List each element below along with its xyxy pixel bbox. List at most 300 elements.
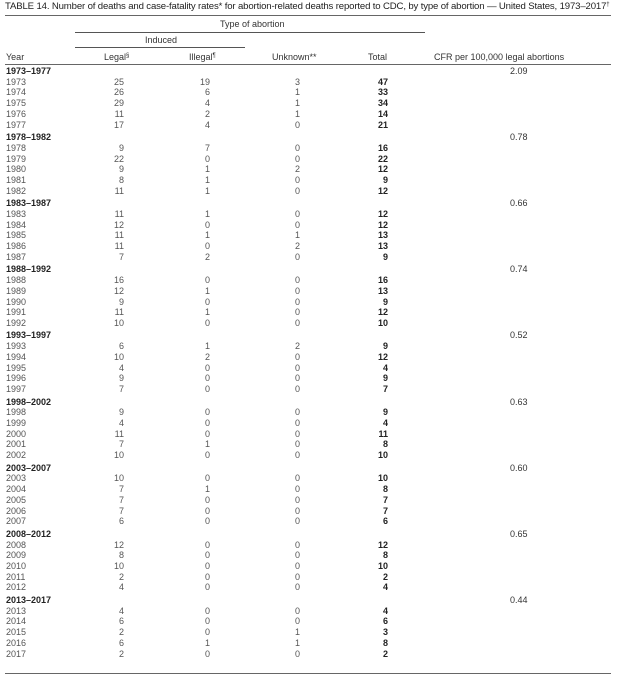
legal-cell: 22: [113, 153, 124, 164]
illegal-cell: 0: [204, 648, 210, 659]
table-row: [0, 175, 640, 186]
period-row: [0, 463, 640, 474]
total-cell: 22: [377, 153, 388, 164]
illegal-cell: 2: [204, 251, 210, 262]
illegal-cell: 0: [204, 550, 210, 561]
table-row: [0, 352, 640, 363]
cfr-value: 0.63: [510, 396, 528, 407]
total-cell: 13: [377, 230, 388, 241]
period-row: [0, 397, 640, 408]
table-row: [0, 439, 640, 450]
total-cell: 47: [377, 76, 388, 87]
table-row: [0, 98, 640, 109]
table-row: [0, 307, 640, 318]
year-cell: 1997: [6, 384, 27, 395]
year-cell: 1988: [6, 275, 27, 286]
illegal-cell: 1: [204, 637, 210, 648]
year-cell: 2001: [6, 439, 27, 450]
legal-cell: 10: [113, 317, 124, 328]
table-row: [0, 252, 640, 263]
illegal-footnote-marker: ¶: [212, 53, 216, 59]
illegal-cell: 0: [204, 241, 210, 252]
header-unknown: Unknown**: [272, 52, 317, 62]
year-cell: 1993: [6, 341, 27, 352]
unknown-cell: 1: [294, 87, 300, 98]
year-cell: 2002: [6, 450, 27, 461]
year-cell: 1990: [6, 296, 27, 307]
total-cell: 21: [377, 119, 388, 130]
illegal-cell: 0: [204, 428, 210, 439]
illegal-cell: 0: [204, 153, 210, 164]
total-cell: 6: [382, 516, 388, 527]
year-cell: 1984: [6, 219, 27, 230]
year-cell: 1998: [6, 407, 27, 418]
table-title: [5, 1, 609, 12]
unknown-cell: 0: [294, 561, 300, 571]
header-total: Total: [368, 52, 388, 62]
table-row: [0, 87, 640, 98]
illegal-cell: 2: [204, 108, 210, 119]
unknown-cell: 0: [294, 142, 300, 153]
table-row: [0, 495, 640, 506]
table-row: [0, 363, 640, 374]
table-row: [0, 241, 640, 252]
legal-cell: 12: [113, 219, 124, 230]
unknown-cell: 0: [294, 516, 300, 527]
period-label: 1978–1982: [6, 132, 52, 143]
unknown-cell: 0: [294, 317, 300, 328]
year-cell: 1981: [6, 175, 27, 185]
year-cell: 2003: [6, 473, 27, 484]
table-row: [0, 606, 640, 617]
legal-cell: 10: [113, 450, 124, 461]
unknown-cell: 0: [294, 384, 300, 395]
year-cell: 2005: [6, 494, 27, 505]
legal-cell: 9: [118, 407, 124, 418]
total-cell: 7: [382, 505, 388, 516]
cfr-value: 0.44: [510, 594, 528, 605]
legal-cell: 16: [113, 275, 124, 286]
table-row: [0, 220, 640, 231]
year-cell: 1982: [6, 185, 27, 196]
year-cell: 1985: [6, 230, 27, 241]
illegal-cell: 2: [204, 351, 210, 362]
year-cell: 2016: [6, 637, 27, 648]
illegal-cell: 0: [204, 373, 210, 384]
legal-cell: 4: [118, 362, 124, 373]
illegal-cell: 0: [204, 296, 210, 307]
legal-cell: 10: [113, 473, 124, 484]
year-cell: 1986: [6, 241, 27, 252]
total-cell: 10: [377, 317, 388, 328]
legal-cell: 6: [118, 341, 124, 352]
illegal-cell: 0: [204, 450, 210, 461]
total-cell: 4: [382, 362, 388, 373]
unknown-cell: 2: [294, 341, 300, 352]
year-cell: 1987: [6, 251, 27, 262]
cfr-value: 0.65: [510, 528, 528, 539]
illegal-cell: 0: [204, 494, 210, 505]
unknown-cell: 0: [294, 473, 300, 484]
cfr-value: 2.09: [510, 66, 528, 76]
period-label: 1993–1997: [6, 330, 52, 341]
table-row: [0, 297, 640, 308]
legal-cell: 11: [114, 241, 124, 252]
total-cell: 4: [382, 582, 388, 593]
illegal-cell: 1: [204, 341, 210, 352]
total-cell: 12: [377, 539, 388, 550]
legal-cell: 7: [118, 505, 124, 516]
induced-rule: [75, 47, 245, 48]
period-label: 1998–2002: [6, 396, 52, 407]
legal-cell: 2: [118, 648, 124, 659]
year-cell: 2006: [6, 505, 27, 516]
unknown-cell: 0: [294, 185, 300, 196]
illegal-cell: 0: [204, 582, 210, 593]
table-row: [0, 484, 640, 495]
illegal-cell: 0: [204, 317, 210, 328]
total-cell: 33: [377, 87, 388, 98]
year-cell: 1980: [6, 164, 27, 175]
total-cell: 8: [382, 637, 388, 648]
year-cell: 1978: [6, 142, 27, 153]
legal-cell: 2: [118, 571, 124, 582]
total-cell: 11: [378, 428, 388, 439]
unknown-cell: 0: [294, 505, 300, 516]
table-row: [0, 450, 640, 461]
illegal-cell: 0: [204, 275, 210, 286]
header-illegal: [189, 52, 216, 62]
total-cell: 4: [382, 418, 388, 429]
unknown-cell: 0: [294, 407, 300, 418]
total-cell: 9: [382, 341, 388, 352]
unknown-cell: 0: [294, 373, 300, 384]
illegal-cell: 1: [204, 439, 210, 450]
unknown-cell: 1: [294, 230, 300, 241]
period-row: [0, 330, 640, 341]
illegal-cell: 0: [204, 505, 210, 516]
unknown-cell: 0: [294, 275, 300, 286]
year-cell: 2012: [6, 582, 27, 593]
table-row: [0, 120, 640, 131]
table-row: [0, 384, 640, 395]
total-cell: 3: [382, 627, 388, 638]
unknown-cell: 0: [294, 208, 300, 219]
period-label: 2013–2017: [6, 594, 52, 605]
unknown-cell: 1: [294, 98, 300, 109]
legal-cell: 26: [113, 87, 124, 98]
cfr-value: 0.74: [510, 264, 528, 275]
legal-cell: 7: [118, 251, 124, 262]
total-cell: 16: [377, 275, 388, 286]
illegal-cell: 0: [204, 571, 210, 582]
total-cell: 34: [377, 98, 388, 109]
table-row: [0, 154, 640, 165]
period-label: 2003–2007: [6, 462, 52, 473]
illegal-cell: 0: [204, 418, 210, 429]
period-label: 2008–2012: [6, 528, 52, 539]
unknown-cell: 0: [294, 428, 300, 439]
period-row: [0, 264, 640, 275]
total-cell: 13: [377, 285, 388, 296]
total-cell: 8: [382, 439, 388, 450]
year-cell: 1994: [6, 351, 27, 362]
legal-cell: 4: [118, 582, 124, 593]
illegal-cell: 1: [204, 285, 210, 296]
table-row: [0, 540, 640, 551]
unknown-cell: 0: [294, 296, 300, 307]
table-row: [0, 516, 640, 527]
year-cell: 2013: [6, 605, 27, 616]
header-type-of-abortion: Type of abortion: [220, 19, 285, 29]
legal-cell: 9: [118, 296, 124, 307]
legal-cell: 11: [114, 428, 124, 439]
unknown-cell: 0: [294, 219, 300, 230]
total-cell: 12: [377, 351, 388, 362]
illegal-cell: 4: [204, 98, 210, 109]
total-cell: 8: [382, 550, 388, 561]
year-cell: 1976: [6, 108, 27, 119]
unknown-cell: 0: [294, 550, 300, 561]
year-cell: 1992: [6, 317, 27, 328]
illegal-cell: 0: [204, 561, 210, 571]
table-row: [0, 429, 640, 440]
unknown-cell: 0: [294, 351, 300, 362]
year-cell: 1977: [6, 119, 27, 130]
total-cell: 2: [382, 648, 388, 659]
cfr-value: 0.52: [510, 330, 528, 341]
unknown-cell: 0: [294, 571, 300, 582]
legal-cell: 2: [118, 627, 124, 638]
table-row: [0, 638, 640, 649]
table-row: [0, 373, 640, 384]
unknown-cell: 0: [294, 494, 300, 505]
legal-cell: 12: [113, 285, 124, 296]
table-row: [0, 418, 640, 429]
year-cell: 1979: [6, 153, 27, 164]
table-title-text: TABLE 14. Number of deaths and case-fatality rates* for abortion-related deaths reported to CDC, by type of abortion — United States, 1973–2017: [5, 1, 607, 12]
table-row: [0, 561, 640, 572]
illegal-cell: 19: [199, 76, 210, 87]
illegal-cell: 0: [204, 516, 210, 527]
cfr-value: 0.66: [510, 198, 528, 209]
year-cell: 1983: [6, 208, 27, 219]
period-row: [0, 529, 640, 540]
illegal-cell: 4: [204, 119, 210, 130]
total-cell: 12: [377, 208, 388, 219]
unknown-cell: 1: [294, 108, 300, 119]
header-rule: [5, 64, 611, 65]
unknown-cell: 0: [294, 439, 300, 450]
total-cell: 9: [382, 407, 388, 418]
legal-cell: 6: [118, 516, 124, 527]
illegal-cell: 1: [204, 185, 210, 196]
year-cell: 2008: [6, 539, 27, 550]
year-cell: 2007: [6, 516, 27, 527]
legal-cell: 9: [118, 373, 124, 384]
total-cell: 10: [377, 473, 388, 484]
illegal-cell: 1: [204, 208, 210, 219]
illegal-cell: 0: [204, 384, 210, 395]
unknown-cell: 2: [294, 164, 300, 175]
header-induced: Induced: [145, 35, 178, 45]
year-cell: 1995: [6, 362, 27, 373]
illegal-cell: 0: [204, 362, 210, 373]
type-of-abortion-rule: [75, 32, 425, 33]
table-row: [0, 649, 640, 660]
year-cell: 2000: [6, 428, 27, 439]
total-cell: 2: [382, 571, 388, 582]
legal-cell: 11: [114, 307, 124, 318]
legal-cell: 4: [118, 418, 124, 429]
header-legal: [104, 52, 129, 62]
period-row: [0, 66, 640, 77]
legal-cell: 7: [118, 484, 124, 495]
unknown-cell: 0: [294, 362, 300, 373]
legal-cell: 6: [118, 637, 124, 648]
illegal-cell: 1: [204, 164, 210, 175]
illegal-cell: 1: [204, 484, 210, 495]
header-legal-text: Legal: [104, 52, 127, 62]
total-cell: 10: [377, 561, 388, 571]
legal-cell: 11: [114, 230, 124, 241]
legal-cell: 9: [118, 142, 124, 153]
legal-cell: 7: [118, 384, 124, 395]
table-row: [0, 473, 640, 484]
illegal-cell: 0: [204, 616, 210, 627]
legal-cell: 25: [113, 76, 124, 87]
period-label: 1973–1977: [6, 66, 52, 76]
illegal-cell: 0: [204, 219, 210, 230]
illegal-cell: 1: [204, 175, 210, 185]
year-cell: 2015: [6, 627, 27, 638]
year-cell: 2014: [6, 616, 27, 627]
unknown-cell: 0: [294, 605, 300, 616]
illegal-cell: 0: [204, 407, 210, 418]
period-label: 1983–1987: [6, 198, 52, 209]
legal-cell: 7: [118, 439, 124, 450]
legal-cell: 29: [113, 98, 124, 109]
total-cell: 16: [377, 142, 388, 153]
table-row: [0, 407, 640, 418]
table-row: [0, 77, 640, 88]
period-row: [0, 132, 640, 143]
total-cell: 10: [377, 450, 388, 461]
table-row: [0, 109, 640, 120]
total-cell: 9: [382, 296, 388, 307]
table-row: [0, 616, 640, 627]
table-row: [0, 550, 640, 561]
unknown-cell: 0: [294, 484, 300, 495]
legal-cell: 10: [113, 351, 124, 362]
unknown-cell: 0: [294, 153, 300, 164]
illegal-cell: 7: [204, 142, 210, 153]
year-cell: 2011: [6, 571, 26, 582]
year-cell: 1974: [6, 87, 27, 98]
illegal-cell: 0: [204, 605, 210, 616]
table-row: [0, 275, 640, 286]
legal-cell: 11: [114, 208, 124, 219]
total-cell: 9: [382, 175, 388, 185]
illegal-cell: 0: [204, 539, 210, 550]
title-rule: [5, 15, 611, 16]
total-cell: 13: [377, 241, 388, 252]
year-cell: 1975: [6, 98, 27, 109]
table-row: [0, 209, 640, 220]
cfr-value: 0.60: [510, 462, 528, 473]
illegal-cell: 1: [204, 307, 210, 318]
legal-cell: 8: [118, 175, 124, 185]
year-cell: 1996: [6, 373, 27, 384]
bottom-rule: [5, 673, 611, 674]
table-row: [0, 286, 640, 297]
period-row: [0, 198, 640, 209]
table-row: [0, 506, 640, 517]
total-cell: 9: [382, 373, 388, 384]
year-cell: 2017: [6, 648, 27, 659]
year-cell: 2004: [6, 484, 27, 495]
header-illegal-text: Illegal: [189, 52, 213, 62]
total-cell: 12: [377, 307, 388, 318]
unknown-cell: 0: [294, 582, 300, 593]
table-row: [0, 341, 640, 352]
unknown-cell: 0: [294, 418, 300, 429]
table-row: [0, 143, 640, 154]
year-cell: 2009: [6, 550, 27, 561]
year-cell: 2010: [6, 561, 27, 571]
unknown-cell: 0: [294, 539, 300, 550]
legal-footnote-marker: §: [126, 53, 130, 59]
total-cell: 7: [382, 384, 388, 395]
unknown-cell: 1: [294, 637, 300, 648]
total-cell: 4: [382, 605, 388, 616]
total-cell: 6: [382, 616, 388, 627]
unknown-cell: 3: [294, 76, 300, 87]
table-row: [0, 318, 640, 329]
unknown-cell: 0: [294, 285, 300, 296]
header-cfr: CFR per 100,000 legal abortions: [434, 52, 565, 62]
table-row: [0, 582, 640, 593]
total-cell: 8: [382, 484, 388, 495]
cfr-value: 0.78: [510, 132, 528, 143]
unknown-cell: 1: [294, 627, 300, 638]
period-label: 1988–1992: [6, 264, 52, 275]
illegal-cell: 6: [204, 87, 210, 98]
legal-cell: 11: [114, 108, 124, 119]
table-row: [0, 627, 640, 638]
total-cell: 14: [377, 108, 388, 119]
unknown-cell: 0: [294, 119, 300, 130]
legal-cell: 9: [118, 164, 124, 175]
unknown-cell: 0: [294, 616, 300, 627]
table-row: [0, 572, 640, 583]
illegal-cell: 0: [204, 627, 210, 638]
year-cell: 1973: [6, 76, 27, 87]
legal-cell: 4: [118, 605, 124, 616]
legal-cell: 17: [113, 119, 124, 130]
year-cell: 1989: [6, 285, 27, 296]
unknown-cell: 0: [294, 251, 300, 262]
year-cell: 1999: [6, 418, 27, 429]
unknown-cell: 0: [294, 648, 300, 659]
legal-cell: 12: [113, 539, 124, 550]
legal-cell: 6: [118, 616, 124, 627]
unknown-cell: 0: [294, 175, 300, 185]
table-row: [0, 186, 640, 197]
legal-cell: 11: [114, 185, 124, 196]
unknown-cell: 2: [294, 241, 300, 252]
legal-cell: 7: [118, 494, 124, 505]
